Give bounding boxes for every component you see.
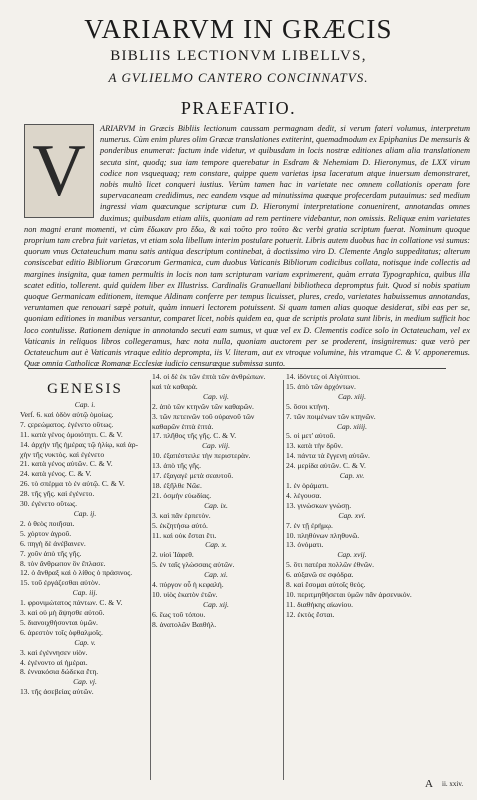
variant-reading-line: 6. ἀρεστὸν τοῖς ὀφθαλμοῖς.	[20, 627, 103, 637]
variant-reading-line: 8. ἀνατολῶν Βαιθήλ.	[152, 619, 217, 629]
variant-reading-line: 5. οἱ μετ' αὐτοῦ.	[286, 431, 336, 441]
variant-reading-line: 12. ἐκτὸς ἔσται.	[286, 609, 335, 619]
variant-reading-line: 3. καὶ πᾶν ἑρπετὸν.	[152, 510, 211, 520]
variant-reading-line: 15. τοῦ ἐργάζεσθαι αὐτὸν.	[20, 578, 101, 588]
chapter-heading: Cap. xi.	[204, 570, 228, 580]
document-author-line: A GVLIELMO CANTERO CONCINNATVS.	[108, 70, 369, 85]
variant-reading-line: 11. διαθήκης αἰωνίου.	[286, 599, 353, 609]
variant-reading-line: 10. πληθύνων πληθυνῶ.	[286, 530, 360, 540]
catchword: ii. xxiv.	[442, 780, 464, 788]
chapter-heading: Cap. ij.	[73, 508, 97, 518]
variant-reading-line: 4. ἐγένοντο αἱ ἡμέραι.	[20, 657, 88, 667]
variant-reading-line: 5. ἐκζητήσω αὐτό.	[152, 520, 208, 530]
variant-reading-line: 12. ὁ ἄνθραξ καὶ ὁ λίθος ὁ πράσινος.	[20, 568, 133, 578]
variant-reading-line: 3. τῶν πετεινῶν τοῦ οὐρανοῦ τῶν	[152, 411, 255, 421]
chapter-heading: Cap. x.	[205, 540, 227, 550]
variant-reading-line: 6. ἕως τοῦ τόπου.	[152, 609, 206, 619]
variant-reading-line: 5. διανοιχθήσονται ὑμῶν.	[20, 617, 98, 627]
section-heading-genesis: GENESIS	[47, 381, 123, 397]
variant-reading-line: 17. ἐξαγαγὲ μετὰ σεαυτοῦ.	[152, 471, 234, 481]
variant-reading-line: 13. ἀπὸ τῆς γῆς.	[152, 461, 202, 471]
chapter-heading: Cap. vj.	[73, 677, 97, 687]
variant-reading-line: 8. ἐννακόσια δώδεκα ἔτη.	[20, 667, 99, 677]
variant-reading-line: 3. καὶ ἐγέννησεν υἱὸν.	[20, 647, 88, 657]
horizontal-rule	[28, 368, 446, 369]
variant-reading-line: 8. τὸν ἄνθρωπον ὃν ἔπλασε.	[20, 558, 106, 568]
variant-reading-line: Verſ. 6. καὶ ὁδὸν αὐτῷ ὁμοίως.	[20, 409, 114, 419]
variant-reading-line: 14. οἱ δὲ ἐκ τῶν ἐπτὰ τῶν ἀνθρώπων.	[152, 372, 266, 381]
variant-reading-line: 15. ἀπὸ τῶν ἀρχόντων.	[286, 381, 356, 391]
column-3-lines	[286, 372, 418, 620]
preface-body	[24, 123, 470, 369]
column-1-lines	[20, 400, 150, 697]
variant-reading-line: 2. ὁ θεὸς ποιῆσαι.	[20, 518, 75, 528]
variant-reading-line: καθαρῶν ἑπτὰ ἑπτά.	[152, 421, 214, 431]
page-footer	[0, 778, 477, 792]
variant-reading-line: 13. τῆς ἀσεβείας αὐτῶν.	[20, 687, 94, 697]
variant-reading-line: 24. μερίδα αὐτῶν. C. & V.	[286, 461, 366, 471]
variant-reading-line: 24. κατὰ γένος. C. & V.	[20, 469, 92, 479]
column-2-lines	[152, 372, 280, 630]
chapter-heading: Cap. xvi.	[338, 510, 366, 520]
variant-reading-line: 28. τῆς γῆς. καὶ ἐγένετο.	[20, 489, 95, 499]
variant-reading-line: 13. γινώσκων γνώσῃ.	[286, 500, 352, 510]
chapter-heading: Cap. xvij.	[337, 550, 367, 560]
variant-reading-line: χὴν τῆς νυκτὸς. καὶ ἐγένετο	[20, 449, 105, 459]
variant-reading-line: 6. αὐξανῶ σε σφόδρα.	[286, 570, 354, 580]
decorated-initial	[24, 124, 94, 218]
variant-reading-line: 7. ἐν τῇ ἐρήμῳ.	[286, 520, 333, 530]
variant-reading-line: 5. ἐν ταῖς γλώσσαις αὐτῶν.	[152, 560, 235, 570]
variant-reading-line: καὶ τὰ καθαρὰ.	[152, 381, 198, 391]
preface-text: ARIARVM in Græcis Bibliis lectionum caussam permagnam dedit, si verum fateri volumus, interpretum numerus. Cùm enim plures olim Græcæ translationes extiterint, quemadmodum ex Epiphanius De mensuris & ponderibus enumerat: factum inde videtur, vt quibusdam in locis nostræ editiones aliam alia translationem secuta sint, quodq; sua iam tempore querebatur in Esdram & Nehemiam D. Hieronymus, de LXX virum codice non vsquequaq; rem constare, quippe quem varietas ipsa laceratum atque inuersum demonstraret, nobis multò licet conqueri iustius. Verùm tamen hac in varietate nec omnem collationis operam fore supervacaneam credidimus, nec eandem vsque ad minutissima quæque profecerdam putauimus: sed medium ingressi viam quæcunque scripturæ cum D. Hieronymi interpretatione conuenirent, annotandas omnes duximus; quibusdam etiam aliis, quoniam ad rem pertinere videbantur, non omissis. Reliquæ enim varietates non magni erant momenti, vt cùm ἔδωκαν pro ἔδω, & καὶ τοῦτο pro τοῦτο &c verbi gratia scriptum fuerat. Nominum quoque proprium tam crebra fuit varietas, vt etiam sola libellum interim postulare potuerit. Libris autem duobus hac in collatione vsi sumus: quorum vnus Octateuchum manu satis antiqua descriptum continebat, à doctissimo viro D. Clemente Anglo suppeditatus; alterum consiscebat editio Bibliorum Græcorum Germanica, cum duobus Vaticanis Bibliorum codicibus collata, notisque inde collectis ad margines insignita, quæ tamen permultis in locis non tam scripturam variam exprimerent, quàm errata Typographica, quibus illa scatet editio, tollerent. quid quidem liber ex Illustriss. Cardinalis Granuellani bibliotheca depromptus fuit. Quod si nobis spatium quoque Germanicam editionem, itemque Aldinam conferre per tempus licuisset, plures, credo, varietates habuissemus annotandas, veruntamen que renouari sæpè potuit, quàm innueri lectorem potuissent. Si quam tamen alias quoque desiderat, sibi eas per se, quoniam editiones in manibus versantur, comparet licet, nobis quidem ea, quæ de scriptis prolata sunt libris, in medium sufficit hoc loco contulisse. Rationem denique in annotando secuti eam sumus, vt quæ vel ex D. Clementis codice solo in Octateucham, vel ex Vaticanis in reliquos libros collegeramus, hæc nota nulla, quoniam auctorem per se proderent, insigniremus: quæ verò per Octateuchum aut è Vaticanis vtraque editio deprompta, iis V. literam, aut ex vtroque volumine, his vtramque C. & V. apponeremus. Quæ omnia Catholicæ Romanæ Ecclesiæ iudicio censuræque submissa sunto.	[24, 124, 470, 369]
variant-reading-line: 5. ὅτι πατέρα πολλῶν ἐθνῶν.	[286, 560, 375, 570]
column-divider	[283, 380, 284, 780]
variant-reading-line: 10. υἱὸς ἑκατὸν ἐτῶν.	[152, 589, 218, 599]
signature-mark: A	[425, 778, 433, 790]
column-3	[286, 372, 418, 792]
variant-reading-line: 21. κατὰ γένος αὐτῶν. C. & V.	[20, 459, 113, 469]
variant-reading-line: 2. ἀπὸ τῶν κτηνῶν τῶν καθαρῶν.	[152, 401, 254, 411]
document-title: VARIARVM IN GRÆCIS	[84, 14, 393, 44]
chapter-heading: Cap. v.	[74, 637, 96, 647]
variant-reading-line: 10. ἐξαπέστειλε τὴν περιστερὰν.	[152, 451, 251, 461]
variant-reading-line: 7. τῶν ποιμένων τῶν κτηνῶν.	[286, 411, 376, 421]
variant-reading-line: 6. πηγὴ δὲ ἀνέβαινεν.	[20, 538, 86, 548]
variant-reading-line: 30. ἐγένετο οὕτως.	[20, 499, 78, 509]
chapter-heading: Cap. viij.	[201, 441, 231, 451]
variant-reading-line: 1. ἐν ὁράματι.	[286, 480, 329, 490]
variant-reading-line: 4. λέγουσα.	[286, 490, 322, 500]
variant-reading-line: 8. καὶ ἔσομαι αὐτοῖς θεός.	[286, 580, 366, 590]
preface-heading: PRAEFATIO.	[180, 98, 297, 118]
variant-reading-line: 10. περιτμηθήσεται ὑμῶν πᾶν ἀρσενικόν.	[286, 589, 412, 599]
variant-reading-line: 1. φρονιμώτατος πάντων. C. & V.	[20, 598, 123, 608]
variant-reading-line: 13. κατὰ τὴν δρῦν.	[286, 441, 343, 451]
variant-reading-line: 26. τὸ σπέρμα τὸ ἐν αὐτῷ. C. & V.	[20, 479, 125, 489]
variant-reading-line: 14. ἀρχὴν τῆς ἡμέρας τῷ ἡλίῳ, καὶ ἀρ-	[20, 439, 139, 449]
variant-reading-line: 2. υἱοὶ Ἰάφεθ.	[152, 550, 194, 560]
variant-reading-line: 7. χοῦν ἀπὸ τῆς γῆς.	[20, 548, 82, 558]
column-2	[152, 372, 280, 792]
chapter-heading: Cap. xv.	[339, 471, 365, 481]
chapter-heading: Cap. vij.	[203, 391, 229, 401]
variant-reading-line: 18. ἐξῆλθε Νῶε.	[152, 480, 202, 490]
variant-reading-line: 4. πύργον οὗ ἡ κεφαλή.	[152, 580, 224, 590]
chapter-heading: Cap. i.	[74, 400, 96, 409]
variant-reading-line: 11. κατὰ γένος ὁμοιότητι. C. & V.	[20, 429, 123, 439]
variant-reading-line: 3. καὶ οὐ μὴ ἅψησθε αὐτοῦ.	[20, 608, 105, 618]
initial-letter: V	[32, 130, 86, 212]
chapter-heading: Cap. xij.	[203, 599, 229, 609]
variant-reading-line: 11. καὶ οὐκ ἔσται ἔτι.	[152, 530, 217, 540]
variant-reading-line: 5. ὅσοι κτήνη.	[286, 401, 330, 411]
column-1	[20, 372, 150, 792]
variant-reading-line: 14. ἰδόντες οἱ Αἰγύπτιοι.	[286, 372, 361, 381]
variant-reading-line: 7. ϛερεώματος. ἐγένετο οὕτως.	[20, 419, 114, 429]
variant-reading-line: 5. χόρτον ἀγροῦ.	[20, 528, 72, 538]
chapter-heading: Cap. xiij.	[337, 391, 367, 401]
variant-reading-line: 13. ὀνόματι.	[286, 540, 324, 550]
variant-reading-line: 17. πλῆθος τῆς γῆς. C. & V.	[152, 431, 237, 441]
chapter-heading: Cap. xiiij.	[336, 421, 368, 431]
column-divider	[150, 380, 151, 780]
chapter-heading: Cap. ix.	[204, 500, 228, 510]
variant-reading-line: 14. πάντα τὰ ἔγγενη αὐτῶν.	[286, 451, 370, 461]
document-subtitle: BIBLIIS LECTIONVM LIBELLVS,	[110, 48, 367, 64]
variant-reading-line: 21. ὀσμὴν εὐωδίας.	[152, 490, 212, 500]
chapter-heading: Cap. iij.	[72, 588, 98, 598]
